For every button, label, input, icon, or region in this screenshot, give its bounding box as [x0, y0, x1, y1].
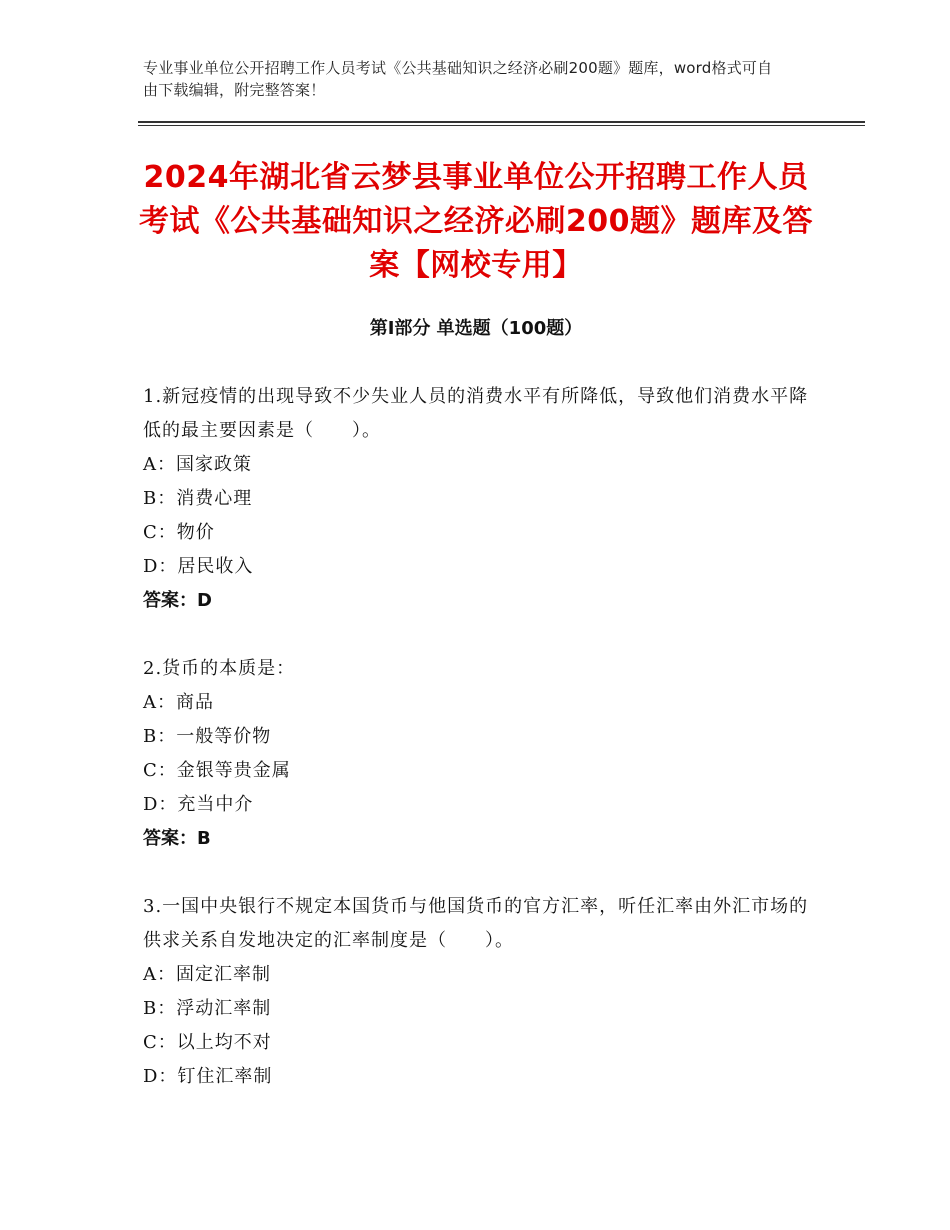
option-c: C：以上均不对	[143, 1032, 272, 1053]
question-stem: 2.货币的本质是：	[143, 658, 296, 679]
option-b: B：一般等价物	[143, 726, 272, 747]
option-c: C：金银等贵金属	[143, 760, 291, 781]
header-note: 专业事业单位公开招聘工作人员考试《公共基础知识之经济必刷200题》题库，word格式可自由下载编辑，附完整答案！	[143, 59, 773, 99]
option-b: B：浮动汇率制	[143, 998, 272, 1019]
header-divider-thick	[138, 121, 865, 123]
option-c: C：物价	[143, 522, 215, 543]
section-heading: 第Ⅰ部分 单选题（100题）	[369, 318, 583, 339]
option-d: D：充当中介	[143, 794, 254, 815]
option-a: A：商品	[143, 692, 214, 713]
question-stem: 3.一国中央银行不规定本国货币与他国货币的官方汇率，听任汇率由外汇市场的供求关系自发地决定的汇率制度是（ ）。	[143, 896, 809, 951]
answer: 答案：D	[143, 590, 212, 611]
question-list	[143, 380, 813, 1128]
option-d: D：居民收入	[143, 556, 254, 577]
option-d: D：钉住汇率制	[143, 1066, 273, 1087]
document-title: 2024年湖北省云梦县事业单位公开招聘工作人员考试《公共基础知识之经济必刷200题》题库及答案【网校专用】	[138, 160, 814, 283]
header-divider-thin	[138, 125, 865, 126]
question-stem: 1.新冠疫情的出现导致不少失业人员的消费水平有所降低，导致他们消费水平降低的最主要因素是（ ）。	[143, 386, 809, 441]
question-3	[143, 890, 813, 1094]
option-b: B：消费心理	[143, 488, 253, 509]
option-a: A：固定汇率制	[143, 964, 271, 985]
answer: 答案：B	[143, 828, 211, 849]
option-a: A：国家政策	[143, 454, 252, 475]
question-2	[143, 652, 813, 856]
question-1	[143, 380, 813, 618]
